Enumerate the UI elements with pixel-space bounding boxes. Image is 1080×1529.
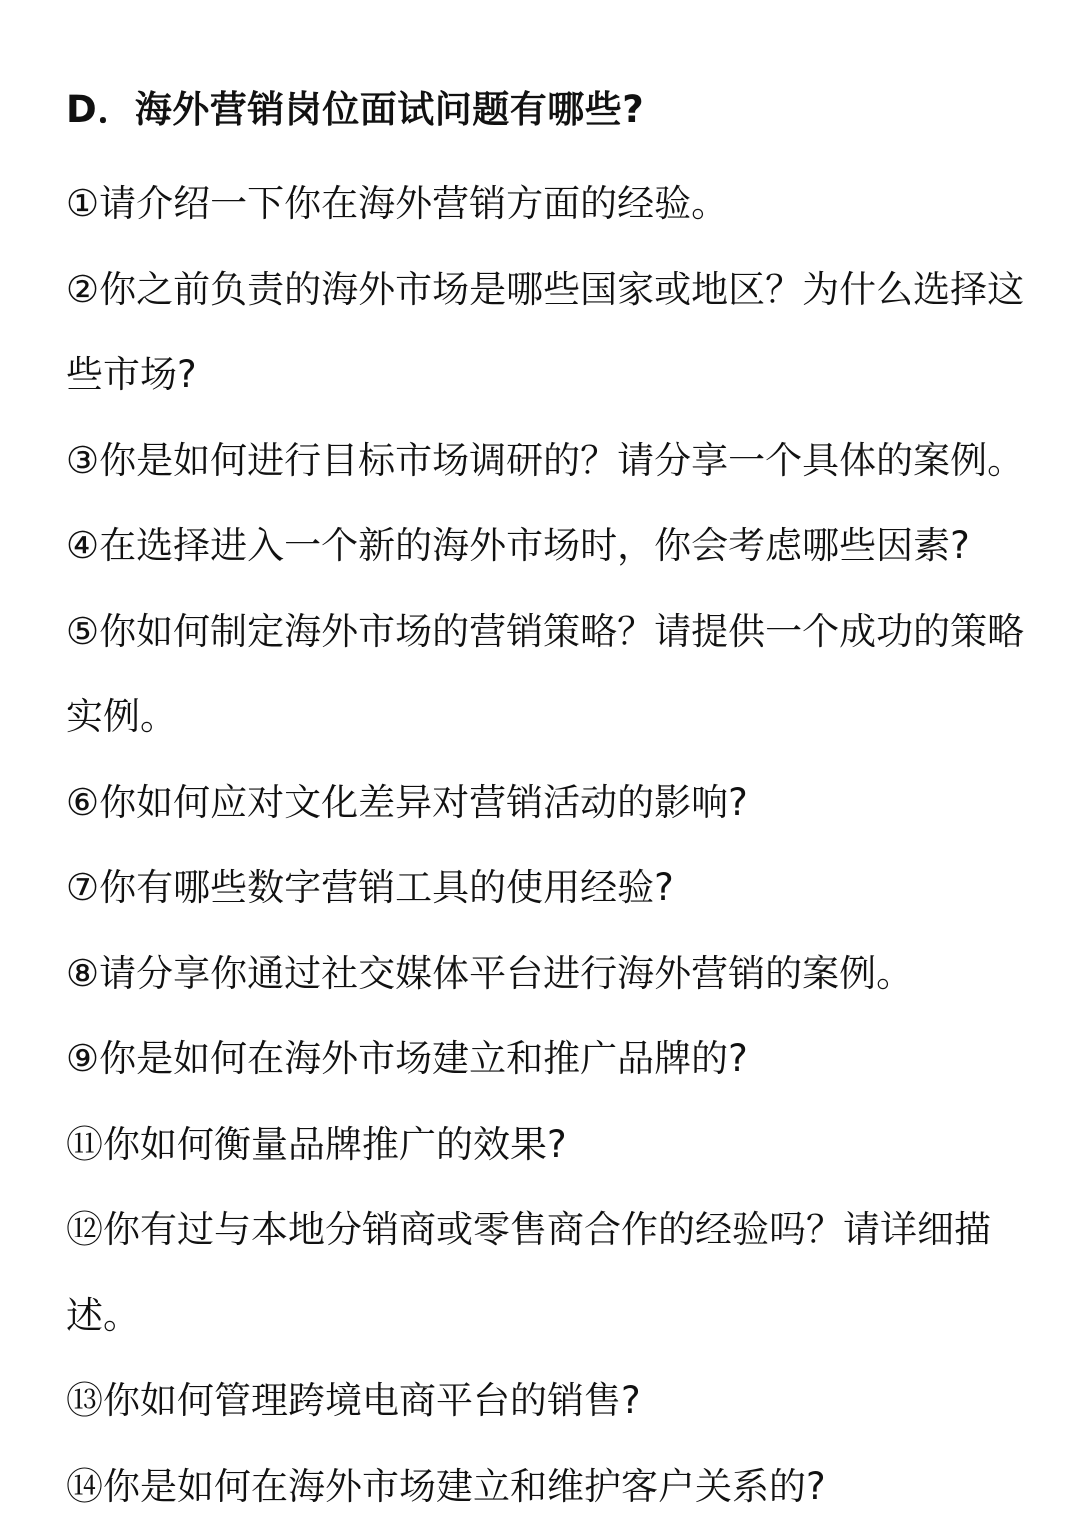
question-list xyxy=(66,161,1056,1529)
document-page xyxy=(66,78,1056,1529)
question-item: ④在选择进入一个新的海外市场时，你会考虑哪些因素? xyxy=(66,503,1056,589)
question-item: ⑨你是如何在海外市场建立和推广品牌的? xyxy=(66,1016,1056,1102)
question-item: ⑭你是如何在海外市场建立和维护客户关系的? xyxy=(66,1444,1056,1529)
question-item: ⑪你如何衡量品牌推广的效果? xyxy=(66,1102,1056,1188)
page-title: D．海外营销岗位面试问题有哪些? xyxy=(66,78,1056,142)
question-item: ⑤你如何制定海外市场的营销策略？请提供一个成功的策略实例。 xyxy=(66,589,1056,760)
question-item: ⑦你有哪些数字营销工具的使用经验? xyxy=(66,845,1056,931)
question-item: ③你是如何进行目标市场调研的？请分享一个具体的案例。 xyxy=(66,418,1056,504)
question-item: ②你之前负责的海外市场是哪些国家或地区？为什么选择这些市场? xyxy=(66,247,1056,418)
question-item: ⑫你有过与本地分销商或零售商合作的经验吗？请详细描述。 xyxy=(66,1187,1056,1358)
question-item: ⑬你如何管理跨境电商平台的销售? xyxy=(66,1358,1056,1444)
question-item: ⑥你如何应对文化差异对营销活动的影响? xyxy=(66,760,1056,846)
question-item: ①请介绍一下你在海外营销方面的经验。 xyxy=(66,161,1056,247)
question-item: ⑧请分享你通过社交媒体平台进行海外营销的案例。 xyxy=(66,931,1056,1017)
